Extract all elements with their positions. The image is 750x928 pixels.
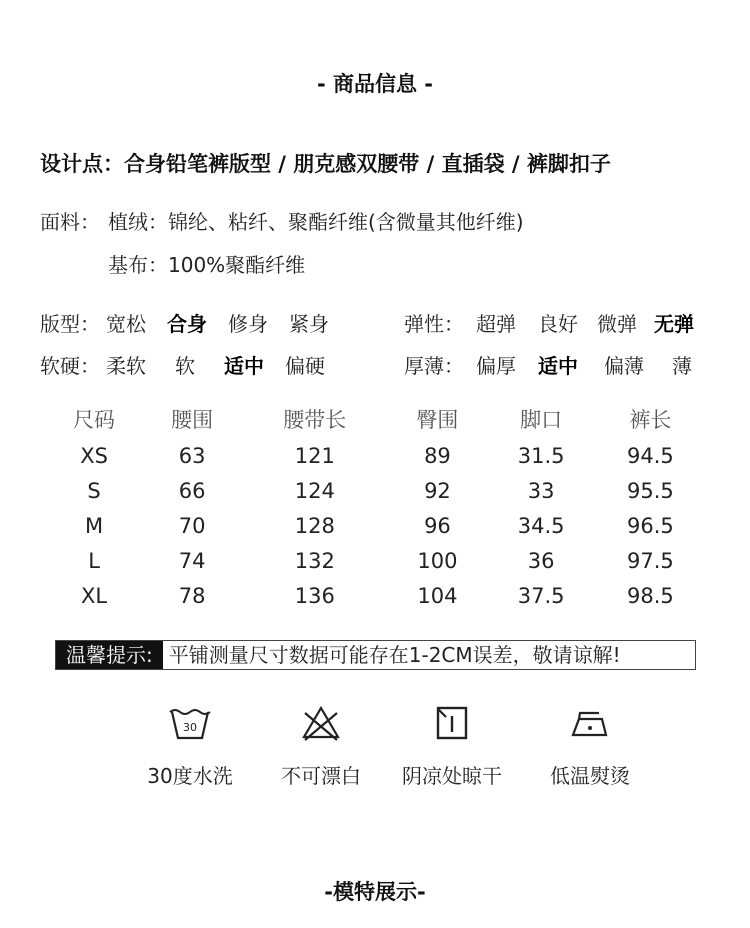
fit-label: 版型： [40,312,100,336]
table-cell: 34.5 [517,513,565,538]
header-size: 尺码 [73,408,116,432]
care-label-iron: 低温熨烫 [550,764,630,788]
thickness-option: 偏薄 [604,354,644,378]
no-bleach-icon [300,704,342,742]
table-cell: 95.5 [626,478,674,503]
thickness-option: 偏厚 [476,354,516,378]
table-cell: 97.5 [626,548,674,573]
table-cell: 121 [294,443,335,468]
table-cell: 33 [527,478,555,503]
table-cell: 94.5 [626,443,674,468]
thickness-option: 薄 [672,354,692,378]
care-item-iron [515,704,665,789]
size-table [45,400,705,613]
table-cell: 104 [417,583,458,608]
table-cell: 98.5 [626,583,674,608]
softness-option: 软 [175,354,195,378]
elasticity-option: 良好 [538,312,578,336]
table-row [45,543,705,578]
table-row [45,473,705,508]
elasticity-option: 无弹 [654,312,694,336]
table-cell: 92 [424,478,451,503]
elasticity-option: 超弹 [476,312,516,336]
header-hem: 脚口 [520,408,563,432]
table-cell: S [87,478,101,503]
elasticity-option: 微弹 [597,312,637,336]
section-title-model: -模特展示- [324,880,426,904]
table-cell: 74 [178,548,206,573]
table-cell: 96 [424,513,451,538]
header-pant-length: 裤长 [629,408,672,432]
care-label-no-bleach: 不可漂白 [281,764,361,788]
table-cell: 89 [424,443,451,468]
fit-option: 修身 [228,312,268,336]
table-cell: 100 [417,548,458,573]
softness-label: 软硬： [40,354,100,378]
table-cell: 31.5 [517,443,565,468]
header-waist: 腰围 [171,408,214,432]
wash-temp-text: 30 [183,721,197,734]
wash-30-icon [169,704,211,742]
table-row [45,438,705,473]
care-item-wash [115,704,265,789]
table-cell: XS [80,443,108,468]
table-cell: L [88,548,100,573]
care-label-wash: 30度水洗 [147,764,233,788]
fabric-base: 基布：100%聚酯纤维 [108,253,306,277]
care-item-no-bleach [246,704,396,789]
softness-option: 柔软 [106,354,146,378]
table-cell: 124 [294,478,335,503]
table-cell: 66 [178,478,206,503]
thickness-label: 厚薄： [404,354,464,378]
table-cell: 70 [178,513,206,538]
table-cell: M [84,513,104,538]
low-iron-icon [569,704,611,742]
tip-text: 平铺测量尺寸数据可能存在1-2CM误差，敬请谅解! [168,643,621,667]
elasticity-label: 弹性： [404,312,464,336]
tip-label: 温馨提示: [56,641,163,669]
fabric-label: 面料： [40,210,100,234]
care-item-dry-shade [377,704,527,789]
care-label-dry-shade: 阴凉处晾干 [402,764,502,788]
table-cell: 37.5 [517,583,565,608]
table-cell: 132 [294,548,335,573]
header-hip: 臀围 [416,408,459,432]
table-row [45,578,705,613]
section-title-product-info: - 商品信息 - [316,72,434,96]
table-cell: 78 [178,583,206,608]
softness-option: 适中 [224,354,264,378]
table-cell: XL [81,583,108,608]
fit-option: 紧身 [289,312,329,336]
thickness-option: 适中 [538,354,578,378]
dry-in-shade-icon [431,704,473,742]
table-cell: 136 [294,583,335,608]
fit-option: 宽松 [106,312,146,336]
fabric-main: 植绒：锦纶、粘纤、聚酯纤维(含微量其他纤维) [108,210,524,234]
table-row [45,508,705,543]
fit-option: 合身 [167,312,207,336]
table-cell: 128 [294,513,335,538]
table-cell: 63 [178,443,206,468]
header-belt-length: 腰带长 [283,408,347,432]
tip-box [55,640,696,670]
table-cell: 96.5 [626,513,674,538]
table-cell: 36 [527,548,555,573]
softness-option: 偏硬 [285,354,325,378]
design-points: 设计点：合身铅笔裤版型 / 朋克感双腰带 / 直插袋 / 裤脚扣子 [40,152,611,176]
table-header-row [45,400,705,438]
